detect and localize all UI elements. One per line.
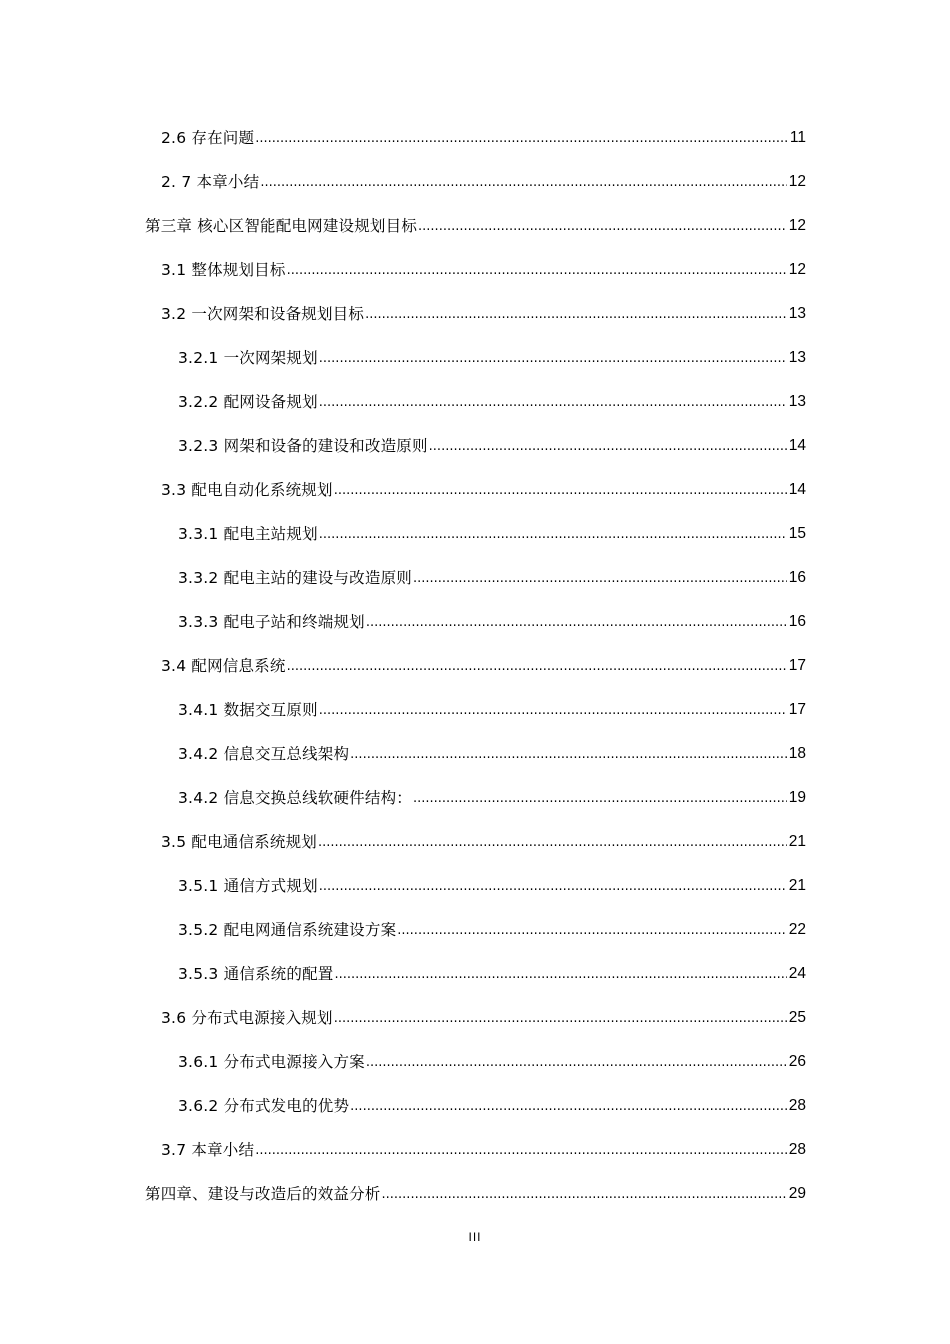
toc-entry[interactable] <box>178 520 806 544</box>
toc-entry-title: 3.2.2 配网设备规划 <box>178 393 318 411</box>
toc-entry-title: 3.5.3 通信系统的配置 <box>178 965 334 983</box>
toc-entry-page: 29 <box>788 1185 806 1202</box>
toc-entry-page: 21 <box>788 877 806 894</box>
toc-leader-dots <box>319 702 787 720</box>
toc-leader-dots <box>365 306 787 324</box>
toc-entry-title: 3.5 配电通信系统规划 <box>161 833 317 851</box>
toc-leader-dots <box>366 1054 787 1072</box>
toc-leader-dots <box>287 658 787 676</box>
toc-entry[interactable] <box>178 1048 806 1072</box>
toc-entry-page: 11 <box>789 129 806 146</box>
toc-entry-page: 14 <box>788 437 806 454</box>
toc-entry[interactable] <box>178 344 806 368</box>
toc-leader-dots <box>260 174 786 192</box>
toc-leader-dots <box>382 1186 787 1204</box>
toc-entry-page: 25 <box>788 1009 806 1026</box>
toc-entry-title: 3.1 整体规划目标 <box>161 261 286 279</box>
toc-leader-dots <box>334 1010 787 1028</box>
page-number: III <box>468 1230 482 1244</box>
toc-entry[interactable] <box>161 168 806 192</box>
toc-entry-page: 24 <box>788 965 806 982</box>
toc-leader-dots <box>334 482 787 500</box>
toc-entry-title: 3.3.3 配电子站和终端规划 <box>178 613 365 631</box>
toc-entry-title: 第四章、建设与改造后的效益分析 <box>145 1185 381 1203</box>
toc-entry-page: 17 <box>788 657 806 674</box>
toc-entry[interactable] <box>161 1136 806 1160</box>
toc-entry-page: 28 <box>788 1141 806 1158</box>
toc-entry-page: 16 <box>788 569 806 586</box>
toc-leader-dots <box>334 966 786 984</box>
toc-entry-page: 19 <box>788 789 806 806</box>
toc-entry[interactable] <box>178 872 806 896</box>
toc-leader-dots <box>413 570 787 588</box>
toc-entry-title: 3.4.1 数据交互原则 <box>178 701 318 719</box>
toc-entry[interactable] <box>178 432 806 456</box>
toc-entry[interactable] <box>178 784 806 808</box>
toc-entry[interactable] <box>178 740 806 764</box>
toc-leader-dots <box>319 350 787 368</box>
toc-entry-page: 13 <box>788 349 806 366</box>
toc-leader-dots <box>319 878 787 896</box>
toc-entry-title: 2. 7 本章小结 <box>161 173 260 191</box>
toc-entry-page: 15 <box>788 525 806 542</box>
toc-entry-page: 12 <box>788 217 806 234</box>
toc-leader-dots <box>319 394 787 412</box>
toc-leader-dots <box>319 526 787 544</box>
toc-entry-page: 17 <box>788 701 806 718</box>
toc-leader-dots <box>255 130 788 148</box>
toc-entry-page: 22 <box>788 921 806 938</box>
toc-entry[interactable] <box>178 388 806 412</box>
toc-leader-dots <box>429 438 787 456</box>
toc-entry-title: 3.3.2 配电主站的建设与改造原则 <box>178 569 412 587</box>
toc-entry-chapter[interactable] <box>145 212 806 236</box>
toc-entry-title: 3.5.1 通信方式规划 <box>178 877 318 895</box>
toc-entry-page: 16 <box>788 613 806 630</box>
toc-entry-page: 14 <box>788 481 806 498</box>
toc-leader-dots <box>255 1142 787 1160</box>
toc-leader-dots <box>287 262 787 280</box>
toc-leader-dots <box>366 614 787 632</box>
toc-entry-title: 3.3.1 配电主站规划 <box>178 525 318 543</box>
toc-leader-dots <box>318 834 787 852</box>
toc-entry[interactable] <box>161 300 806 324</box>
toc-leader-dots <box>413 790 787 808</box>
toc-entry[interactable] <box>178 608 806 632</box>
toc-entry-title: 第三章 核心区智能配电网建设规划目标 <box>145 217 418 235</box>
toc-entry-page: 12 <box>788 173 806 190</box>
toc-entry-title: 3.5.2 配电网通信系统建设方案 <box>178 921 397 939</box>
toc-entry-title: 3.7 本章小结 <box>161 1141 255 1159</box>
toc-entry-title: 3.2.1 一次网架规划 <box>178 349 318 367</box>
toc-entry[interactable] <box>161 828 806 852</box>
toc-entry-title: 3.4.2 信息交换总线软硬件结构： <box>178 789 412 807</box>
toc-entry[interactable] <box>178 1092 806 1116</box>
toc-entry-page: 28 <box>788 1097 806 1114</box>
toc-entry[interactable] <box>161 124 806 148</box>
toc-entry[interactable] <box>178 960 806 984</box>
toc-entry[interactable] <box>161 1004 806 1028</box>
toc-entry-title: 3.4 配网信息系统 <box>161 657 286 675</box>
toc-entry-page: 13 <box>788 305 806 322</box>
toc-entry[interactable] <box>161 476 806 500</box>
toc-entry[interactable] <box>178 564 806 588</box>
toc-entry-page: 26 <box>788 1053 806 1070</box>
toc-entry-title: 3.2.3 网架和设备的建设和改造原则 <box>178 437 428 455</box>
toc-entry-title: 3.6 分布式电源接入规划 <box>161 1009 333 1027</box>
toc-leader-dots <box>350 1098 787 1116</box>
toc-entry-title: 3.3 配电自动化系统规划 <box>161 481 333 499</box>
toc-entry-page: 12 <box>788 261 806 278</box>
toc-entry-page: 13 <box>788 393 806 410</box>
toc-entry[interactable] <box>178 916 806 940</box>
toc-entry[interactable] <box>161 256 806 280</box>
toc-entry-title: 3.6.1 分布式电源接入方案 <box>178 1053 365 1071</box>
toc-leader-dots <box>418 218 787 236</box>
toc-leader-dots <box>397 922 786 940</box>
toc-entry-page: 21 <box>788 833 806 850</box>
toc-entry-title: 2.6 存在问题 <box>161 129 255 147</box>
toc-entry-page: 18 <box>788 745 806 762</box>
toc-entry[interactable] <box>161 652 806 676</box>
toc-entry[interactable] <box>178 696 806 720</box>
toc-entry-title: 3.4.2 信息交互总线架构 <box>178 745 350 763</box>
toc-entry-title: 3.2 一次网架和设备规划目标 <box>161 305 365 323</box>
toc-entry-chapter[interactable] <box>145 1180 806 1204</box>
toc-leader-dots <box>350 746 787 764</box>
toc-entry-title: 3.6.2 分布式发电的优势 <box>178 1097 350 1115</box>
